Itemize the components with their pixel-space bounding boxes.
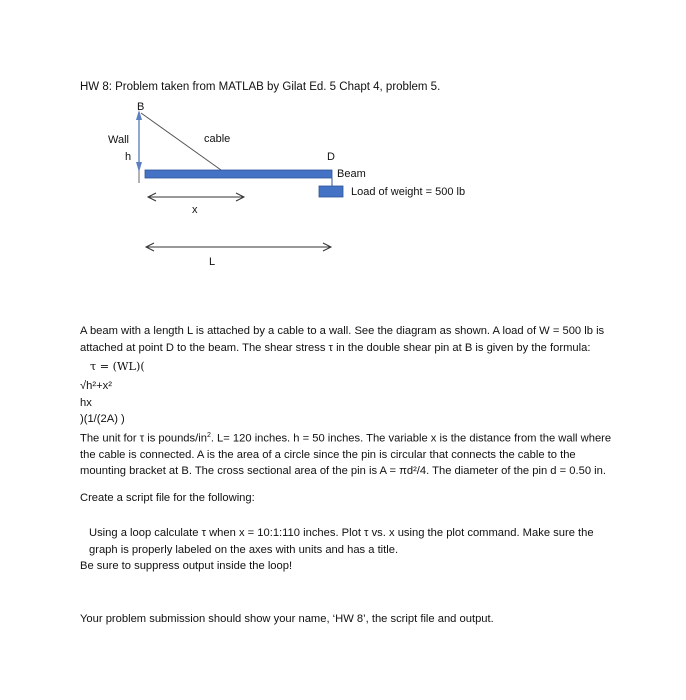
h-arrow-head-bottom [136,162,142,172]
task-instructions [80,525,620,575]
label-beam: Beam [337,168,366,180]
label-cable: cable [204,133,231,145]
load-block [319,186,343,197]
beam-diagram [0,0,686,290]
units-text-continued: . L= 120 inches. h = 50 inches. The variable x is the distance from the wall where the cable is connected. A is the area of a circle since the pin is circular that connects the cable to the mounting bracket at B. The cross sectional area of the pin is A = πd²/4. The diameter of the pin d = 0.50 in. [80,432,612,478]
label-b: B [137,101,145,113]
formula [80,356,620,378]
problem-intro: A beam with a length L is attached by a cable to a wall. See the diagram as shown. A load of W = 500 lb is attached at point D to the beam. The shear stress τ in the double shear pin at B is given by the formula: [80,325,605,354]
units-exponent: 2 [206,431,211,439]
formula-denominator: hx [80,396,92,409]
formula-numerator: √h²+x² [80,380,112,392]
task-line-2: Be sure to suppress output inside the loop! [80,560,293,572]
task-heading: Create a script file for the following: [80,492,255,504]
beam [145,170,332,178]
units-paragraph [80,428,620,480]
label-l: L [209,256,216,268]
problem-description [80,323,620,480]
label-h: h [125,151,132,163]
label-x: x [192,204,198,216]
label-wall: Wall [108,134,129,146]
units-text: The unit for τ is pounds/in [80,432,207,445]
label-d: D [327,151,335,163]
formula-prefix: τ = (WL)( [90,360,145,373]
label-load: Load of weight = 500 lb [351,186,466,198]
submission-note: Your problem submission should show your name, ‘HW 8’, the script file and output. [80,613,494,625]
task-line-1: Using a loop calculate τ when x = 10:1:110 inches. Plot τ vs. x using the plot command. Make sure the graph is properly labeled on the axes with units and has a title. [89,527,594,556]
formula-suffix: )(1/(2A) ) [80,413,125,425]
page-title: HW 8: Problem taken from MATLAB by Gilat Ed. 5 Chapt 4, problem 5. [80,81,441,93]
